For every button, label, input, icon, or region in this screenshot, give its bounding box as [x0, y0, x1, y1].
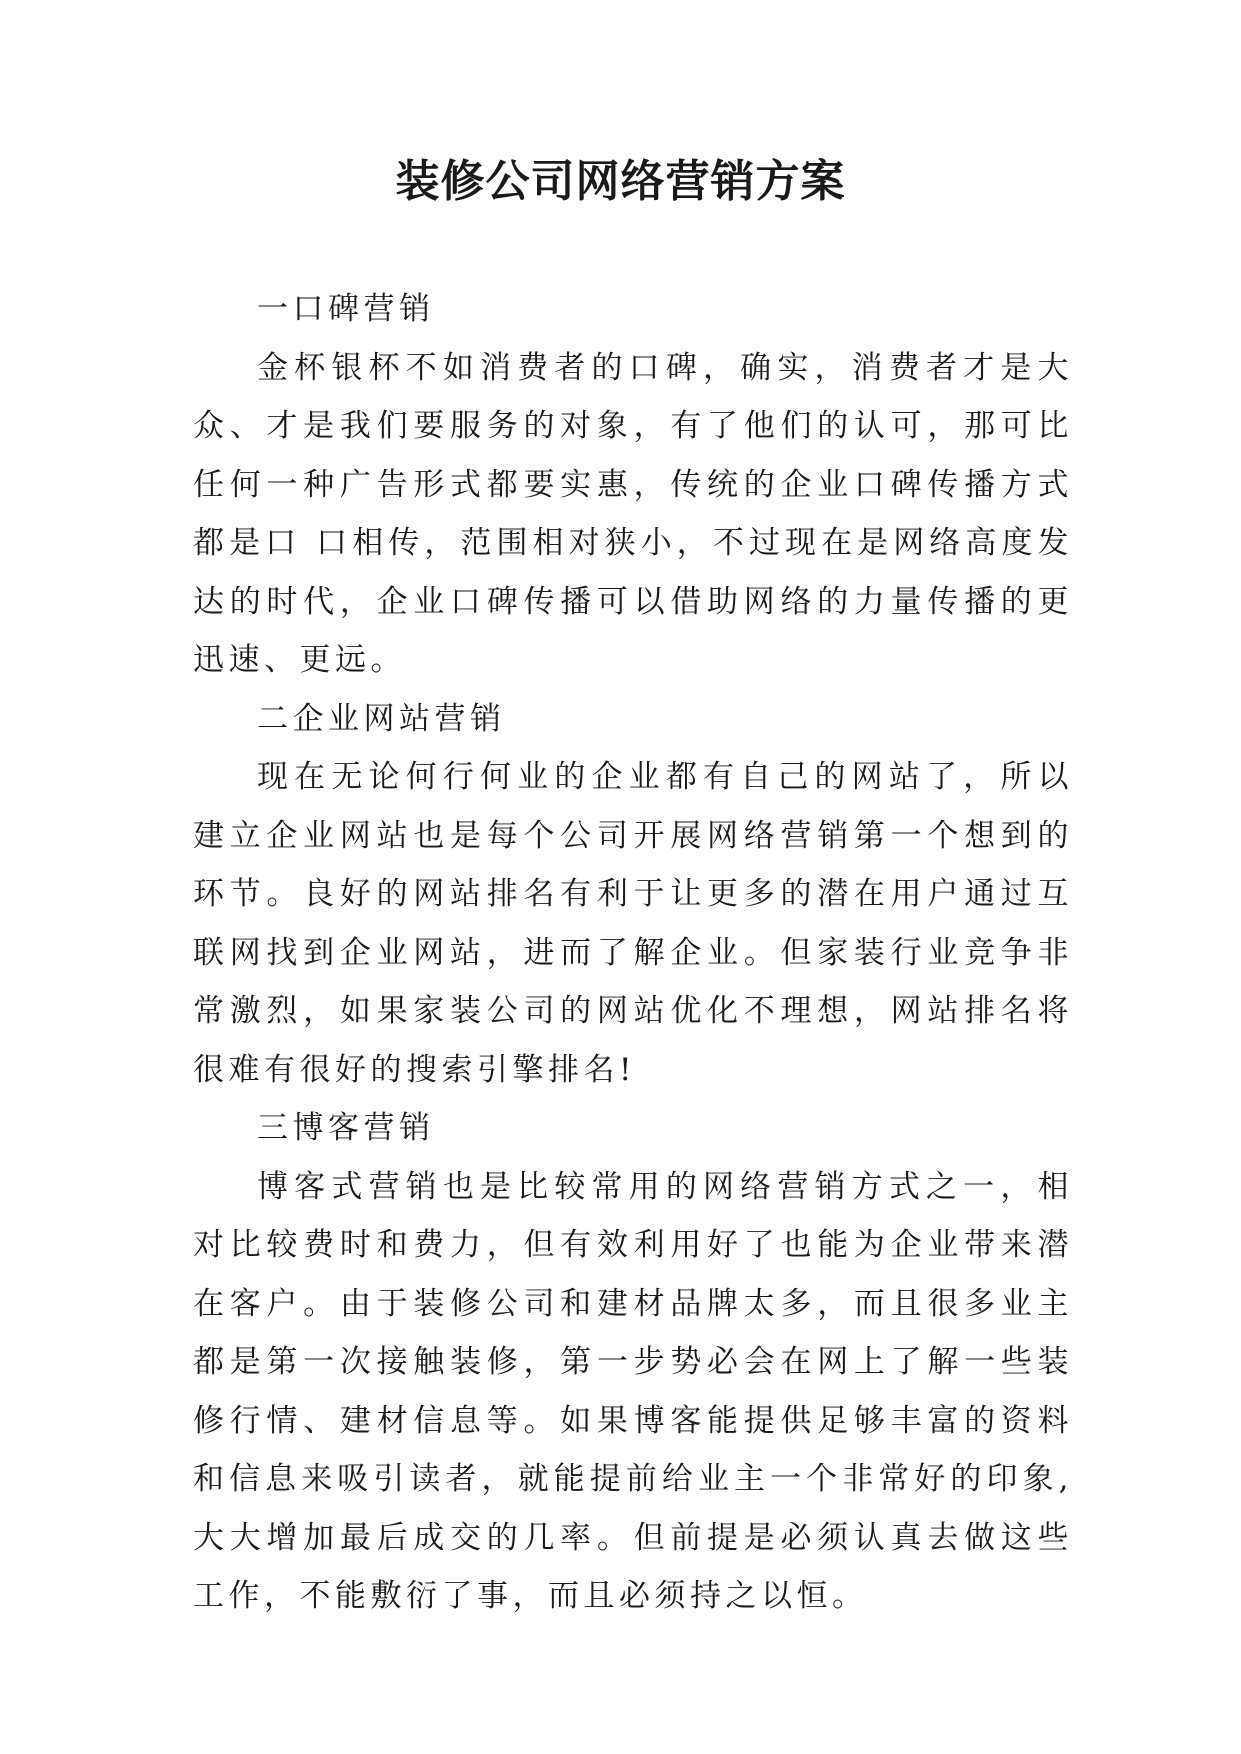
section-heading-website: 二企业网站营销	[257, 700, 506, 737]
document-title: 装修公司网络营销方案	[395, 156, 846, 207]
section-heading-blog: 三博客营销	[257, 1110, 435, 1146]
section-paragraph-word-of-mouth: 金杯银杯不如消费者的口碑，确实，消费者才是大众、才是我们要服务的对象，有了他们的认可，那可比任何一种广告形式都要实惠，传统的企业口碑传播方式都是口 口相传，范围相对狭小，不过现在是网络高度发达的时代，企业口碑传播可以借助网络的力量传播的更迅速、更远。	[193, 349, 1073, 678]
document-body	[193, 280, 1073, 1626]
section-heading-word-of-mouth: 一口碑营销	[257, 291, 435, 327]
section-paragraph-blog: 博客式营销也是比较常用的网络营销方式之一，相对比较费时和费力，但有效利用好了也能为企业带来潜在客户。由于装修公司和建材品牌太多，而且很多业主都是第一次接触装修，第一步势必会在网上了解一些装修行情、建材信息等。如果博客能提供足够丰富的资料和信息来吸引读者，就能提前给业主一个非常好的印象,大大增加最后成交的几率。但前提是必须认真去做这些工作，不能敷衍了事，而且必须持之以恒。	[193, 1168, 1073, 1614]
section-paragraph-website: 现在无论何行何业的企业都有自己的网站了，所以建立企业网站也是每个公司开展网络营销第一个想到的环节。良好的网站排名有利于让更多的潜在用户通过互联网找到企业网站，进而了解企业。但家装行业竞争非常激烈，如果家装公司的网站优化不理想，网站排名将很难有很好的搜索引擎排名!	[193, 759, 1073, 1088]
